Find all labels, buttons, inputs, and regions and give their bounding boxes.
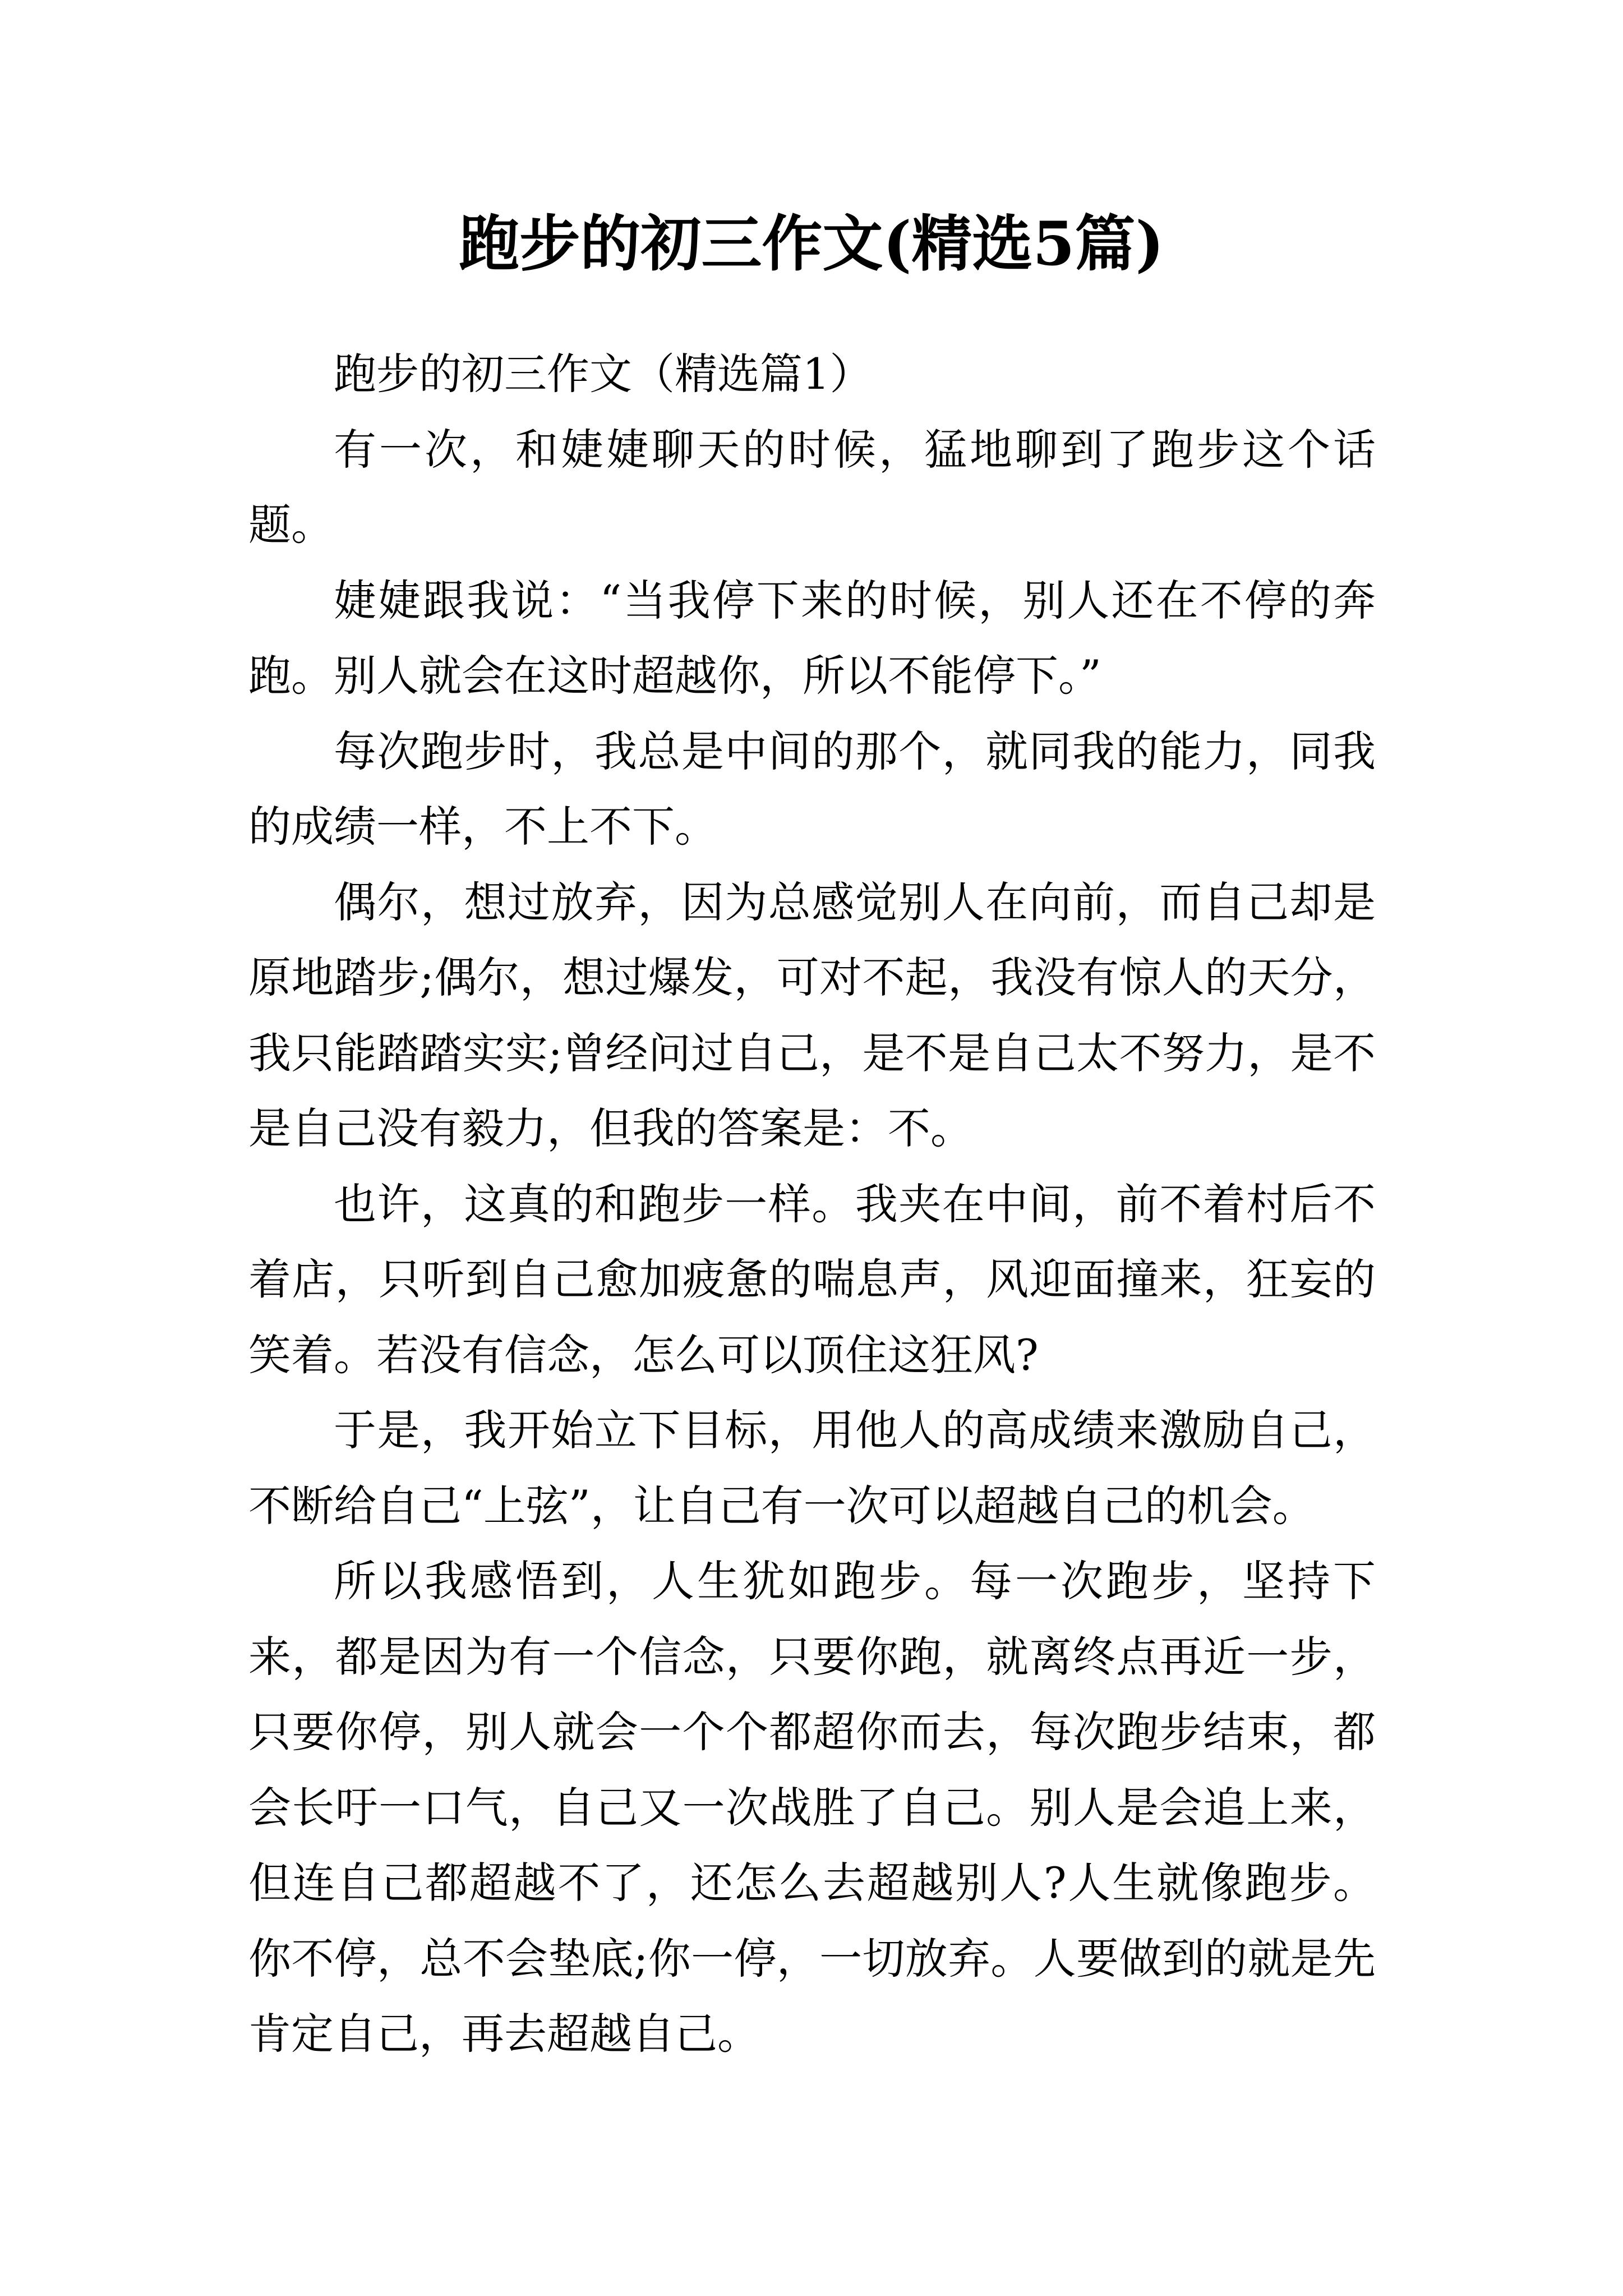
paragraph: 于是，我开始立下目标，用他人的高成绩来激励自己，不断给自己“上弦”，让自己有一次可以超越自己的机会。 (248, 1405, 1376, 1531)
document-title: 跑步的初三作文(精选5篇) (459, 209, 1164, 279)
paragraph: 也许，这真的和跑步一样。我夹在中间，前不着村后不着店，只听到自己愈加疲惫的喘息声，风迎面撞来，狂妄的笑着。若没有信念，怎么可以顶住这狂风? (248, 1179, 1376, 1380)
paragraph: 婕婕跟我说：“当我停下来的时候，别人还在不停的奔跑。别人就会在这时超越你，所以不能停下。” (248, 575, 1376, 701)
paragraph: 有一次，和婕婕聊天的时候，猛地聊到了跑步这个话题。 (248, 424, 1376, 550)
paragraph-section-heading: 跑步的初三作文（精选篇1） (334, 349, 873, 399)
paragraph: 所以我感悟到，人生犹如跑步。每一次跑步，坚持下来，都是因为有一个信念，只要你跑，就离终点再近一步，只要你停，别人就会一个个都超你而去，每次跑步结束，都会长吁一口气，自己又一次战胜了自己。别人是会追上来，但连自己都超越不了，还怎么去超越别人?人生就像跑步。你不停，总不会垫底;你一停，一切放弃。人要做到的就是先肯定自己，再去超越自己。 (248, 1556, 1376, 2059)
paragraph: 每次跑步时，我总是中间的那个，就同我的能力，同我的成绩一样，不上不下。 (248, 726, 1376, 852)
document-body (248, 337, 1376, 2072)
paragraph: 偶尔，想过放弃，因为总感觉别人在向前，而自己却是原地踏步;偶尔，想过爆发，可对不起，我没有惊人的天分，我只能踏踏实实;曾经问过自己，是不是自己太不努力，是不是自己没有毅力，但我的答案是：不。 (248, 877, 1376, 1153)
